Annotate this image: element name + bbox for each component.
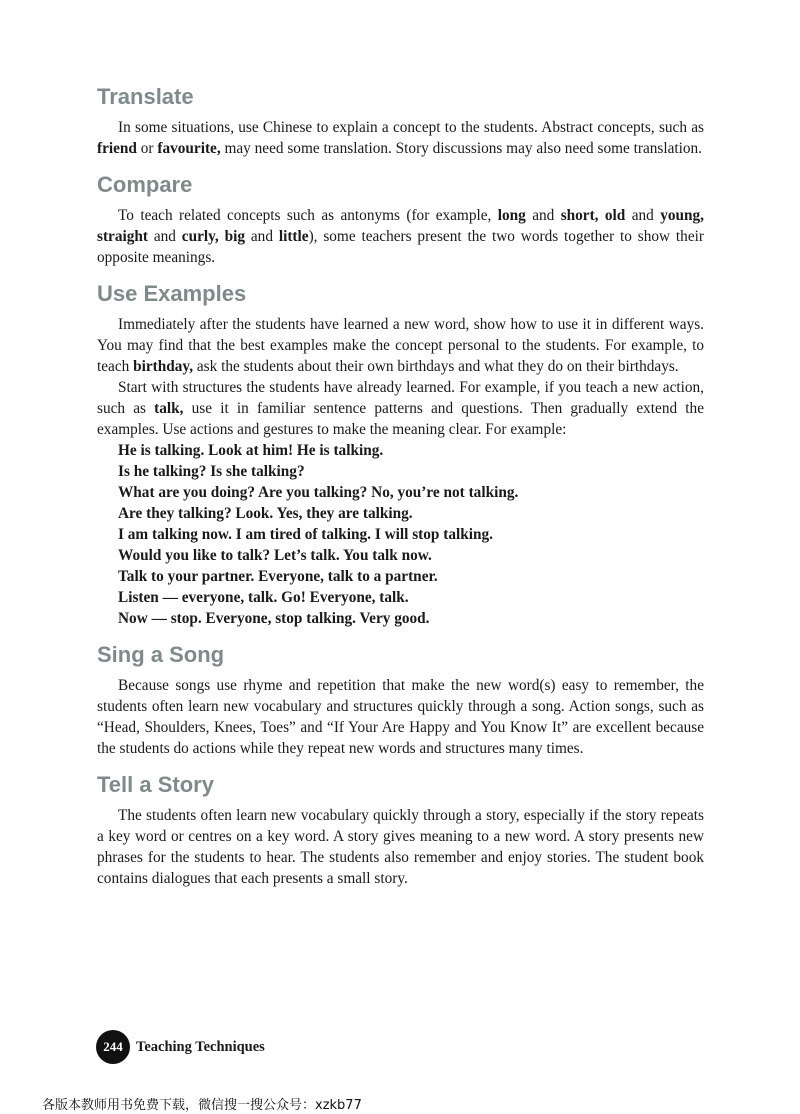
footer-title: Teaching Techniques	[136, 1038, 265, 1055]
paragraph	[97, 205, 704, 268]
bold-term: talk,	[154, 400, 184, 417]
example-line: What are you doing? Are you talking? No, you’re not talking.	[118, 484, 519, 501]
section-translate	[97, 82, 704, 159]
bold-term: young, straight	[97, 207, 704, 245]
paragraph	[97, 117, 704, 159]
text-run: In some situations, use Chinese to explain a concept to the students. Abstract concepts, such as	[118, 119, 704, 136]
page-number-badge: 244	[96, 1030, 130, 1064]
paragraph	[97, 377, 704, 440]
text-run: may need some translation. Story discussions may also need some translation.	[220, 140, 703, 157]
text-run: and	[625, 207, 661, 224]
text-run: or	[136, 140, 158, 157]
bold-term: friend	[97, 140, 137, 157]
section-heading: Use Examples	[97, 281, 247, 306]
bold-term: birthday,	[133, 358, 194, 375]
bold-term: little	[278, 228, 309, 245]
text-run: and	[245, 228, 279, 245]
text-run: Because songs use rhyme and repetition that make the new word(s) easy to remember, the students often learn new vocabulary and structures quickly through a song. Action songs, such as “Head, Shoulders, Knees, Toes” and “If Your Are Happy and You Know It” are excellent because the students do actions while they repeat new words and structures many times.	[97, 677, 704, 757]
section-heading: Compare	[97, 172, 193, 197]
text-run: The students often learn new vocabulary quickly through a story, especially if the story repeats a key word or centres on a key word. A story gives meaning to a new word. A story presents new phrases for the students to hear. The students also remember and enjoy stories. The student book contains dialogues that each presents a small story.	[97, 807, 704, 887]
watermark-text: 各版本教师用书免费下载，微信搜一搜公众号：xzkb77	[42, 1098, 362, 1113]
section-tell-a-story	[97, 770, 704, 889]
section-heading: Translate	[97, 84, 194, 109]
section-use-examples	[97, 279, 704, 629]
page-footer	[96, 1030, 265, 1064]
example-line: He is talking. Look at him! He is talking.	[118, 442, 384, 459]
paragraph	[97, 805, 704, 889]
paragraph	[97, 314, 704, 377]
page-content	[97, 82, 704, 900]
text-run: and	[525, 207, 561, 224]
bold-term: favourite,	[157, 140, 221, 157]
text-run: Start with structures the students have already learned. For example, if you teach a new action, such as	[97, 379, 704, 417]
bold-term: long	[497, 207, 526, 224]
section-heading: Tell a Story	[97, 772, 214, 797]
example-line: Is he talking? Is she talking?	[118, 463, 305, 480]
bold-term: curly, big	[181, 228, 246, 245]
example-sentences	[97, 440, 704, 629]
example-line: Listen — everyone, talk. Go! Everyone, talk.	[118, 589, 409, 606]
text-run: and	[148, 228, 182, 245]
example-line: Talk to your partner. Everyone, talk to a partner.	[118, 568, 438, 585]
example-line: Would you like to talk? Let’s talk. You talk now.	[118, 547, 432, 564]
section-heading: Sing a Song	[97, 642, 225, 667]
example-line: Now — stop. Everyone, stop talking. Very good.	[118, 610, 430, 627]
section-compare	[97, 170, 704, 268]
example-line: Are they talking? Look. Yes, they are talking.	[118, 505, 413, 522]
paragraph	[97, 675, 704, 759]
text-run: To teach related concepts such as antonyms (for example,	[118, 207, 498, 224]
text-run: Immediately after the students have learned a new word, show how to use it in different ways. You may find that the best examples make the concept personal to the students. For example, to teach	[97, 316, 704, 375]
example-line: I am talking now. I am tired of talking. I will stop talking.	[118, 526, 493, 543]
text-run: use it in familiar sentence patterns and questions. Then gradually extend the examples. Use actions and gestures to make the meaning clear. For example:	[97, 400, 704, 438]
bold-term: short, old	[560, 207, 626, 224]
text-run: ask the students about their own birthdays and what they do on their birthdays.	[193, 358, 679, 375]
section-sing-a-song	[97, 640, 704, 759]
text-run: ), some teachers present the two words together to show their opposite meanings.	[97, 228, 704, 266]
